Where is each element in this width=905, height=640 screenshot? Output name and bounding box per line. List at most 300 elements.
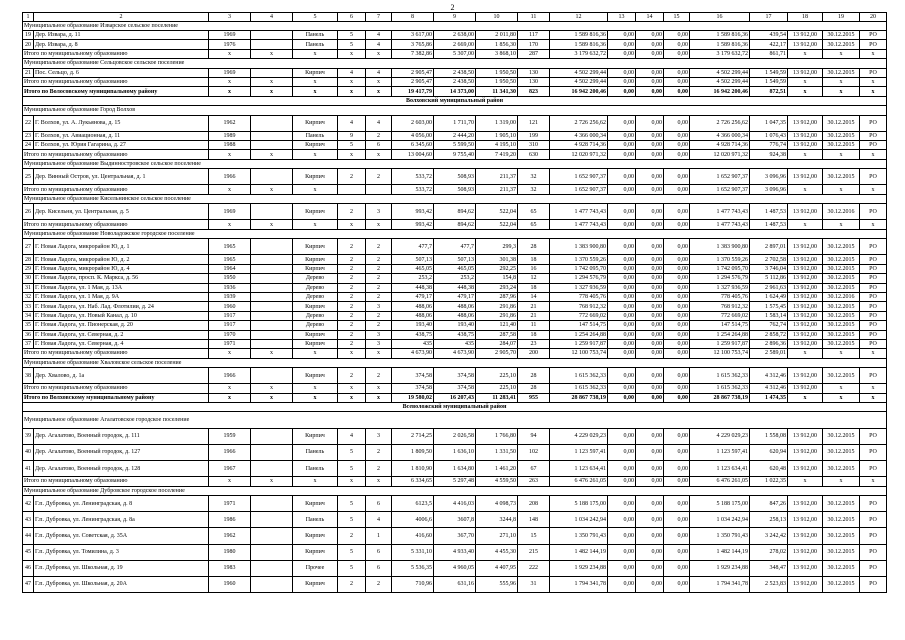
table-cell: Г. Новая Ладога, ул. Северная, д. 2 — [34, 330, 209, 339]
table-cell: 65 — [518, 220, 550, 229]
table-cell: 533,72 — [392, 169, 434, 185]
table-cell: 2 — [366, 460, 392, 476]
table-cell: Г.п. Дубровка, ул. Школьная, д. 20А — [34, 576, 209, 592]
table-cell: Кирпич — [293, 255, 338, 264]
table-cell: 13 912,00 — [788, 264, 823, 273]
table-row — [23, 264, 887, 273]
table-cell: 2 669,00 — [434, 40, 476, 49]
table-cell: 3 — [366, 428, 392, 444]
table-cell: 0,00 — [636, 339, 664, 348]
table-cell: 1 477 743,43 — [550, 220, 608, 229]
table-cell: 2 — [338, 321, 366, 330]
table-cell: 28 867 738,19 — [690, 393, 750, 402]
table-cell: 65 — [518, 204, 550, 220]
table-cell: х — [338, 349, 366, 358]
table-cell: 488,06 — [392, 302, 434, 311]
table-cell: 14 373,00 — [434, 87, 476, 96]
table-cell: 13 912,00 — [788, 68, 823, 77]
table-cell: 0,00 — [636, 239, 664, 255]
table-cell: 0,00 — [608, 330, 636, 339]
table-cell: 5 188 175,00 — [550, 495, 608, 511]
table-cell: 225,10 — [476, 384, 518, 393]
table-cell: 1 259 917,87 — [690, 339, 750, 348]
table-cell: 0,00 — [608, 292, 636, 301]
table-cell: 522,04 — [476, 220, 518, 229]
table-cell: 3 242,42 — [750, 528, 788, 544]
table-cell: 0,00 — [664, 255, 690, 264]
table-cell: 0,00 — [636, 368, 664, 384]
table-cell: Кирпич — [293, 428, 338, 444]
table-row — [23, 255, 887, 264]
table-cell: РО — [860, 255, 887, 264]
table-cell: х — [338, 220, 366, 229]
section-header-row — [23, 358, 887, 367]
total-label: Итого по муниципальному образованию — [23, 150, 209, 159]
section-header-row — [23, 194, 887, 203]
table-cell: РО — [860, 528, 887, 544]
municipal-total-row — [23, 477, 887, 486]
column-number: 4 — [251, 13, 293, 22]
table-cell: 3 — [366, 339, 392, 348]
table-row — [23, 283, 887, 292]
table-cell: Панель — [293, 40, 338, 49]
table-cell: 778 405,76 — [690, 292, 750, 301]
table-cell: 4 — [338, 115, 366, 131]
table-cell: 507,13 — [392, 255, 434, 264]
table-cell: 293,24 — [476, 283, 518, 292]
table-cell: 2 438,50 — [434, 77, 476, 86]
table-cell: х — [823, 477, 860, 486]
table-row — [23, 321, 887, 330]
table-cell: Кирпич — [293, 544, 338, 560]
table-cell: 30.12.2015 — [823, 169, 860, 185]
total-label: Итого по муниципальному образованию — [23, 185, 209, 194]
total-label: Итого по Волховскому муниципальному району — [23, 393, 209, 402]
table-cell: х — [366, 220, 392, 229]
table-cell: 1964 — [209, 264, 251, 273]
table-cell — [251, 428, 293, 444]
table-row — [23, 68, 887, 77]
table-cell: х — [209, 477, 251, 486]
table-cell: 13 912,00 — [788, 384, 823, 393]
table-cell: 12 — [518, 274, 550, 283]
column-number: 19 — [823, 13, 860, 22]
table-cell: РО — [860, 321, 887, 330]
table-row — [23, 131, 887, 140]
table-cell — [251, 460, 293, 476]
table-cell: 0,00 — [636, 576, 664, 592]
table-body — [23, 13, 887, 593]
table-cell: 4 — [366, 68, 392, 77]
table-cell: 30.12.2015 — [823, 131, 860, 140]
table-cell: 1 294 576,79 — [550, 274, 608, 283]
table-cell: 263 — [518, 477, 550, 486]
table-cell: 1 742 095,70 — [550, 264, 608, 273]
table-cell: 1 487,53 — [750, 220, 788, 229]
municipal-total-row — [23, 49, 887, 58]
table-cell: 1971 — [209, 495, 251, 511]
table-cell: 33 — [23, 302, 34, 311]
table-cell: 422,17 — [750, 40, 788, 49]
table-cell: 438,75 — [392, 330, 434, 339]
table-cell: 465,05 — [434, 264, 476, 273]
table-cell: 1965 — [209, 239, 251, 255]
total-label: Итого по муниципальному образованию — [23, 77, 209, 86]
table-cell: 0,00 — [608, 368, 636, 384]
table-cell: 2 — [338, 311, 366, 320]
table-cell: 1 259 917,87 — [550, 339, 608, 348]
table-cell — [251, 444, 293, 460]
table-cell: 30.12.2015 — [823, 528, 860, 544]
table-cell: 30.12.2015 — [823, 239, 860, 255]
column-number: 20 — [860, 13, 887, 22]
table-cell: Кирпич — [293, 339, 338, 348]
table-cell: Прочее — [293, 560, 338, 576]
table-cell: 6 — [366, 141, 392, 150]
column-number: 13 — [608, 13, 636, 22]
table-cell: 6 334,65 — [392, 477, 434, 486]
table-cell: 0,00 — [608, 141, 636, 150]
region-header-row — [23, 96, 887, 105]
table-cell: 30.12.2015 — [823, 512, 860, 528]
table-cell: 0,00 — [636, 349, 664, 358]
table-cell: РО — [860, 292, 887, 301]
table-cell: 13 912,00 — [788, 339, 823, 348]
table-cell: 508,93 — [434, 169, 476, 185]
column-number: 7 — [366, 13, 392, 22]
table-cell: 0,00 — [664, 512, 690, 528]
table-cell: 0,00 — [636, 428, 664, 444]
table-cell: 762,74 — [750, 321, 788, 330]
table-cell: 1959 — [209, 428, 251, 444]
table-cell: 0,00 — [608, 30, 636, 39]
table-cell: Кирпич — [293, 576, 338, 592]
table-cell: 2 702,58 — [750, 255, 788, 264]
table-cell: 0,00 — [608, 150, 636, 159]
table-cell: РО — [860, 576, 887, 592]
table-cell: РО — [860, 495, 887, 511]
table-cell: 1 477 743,43 — [690, 204, 750, 220]
table-cell: 1 652 907,37 — [550, 169, 608, 185]
table-cell: 1989 — [209, 131, 251, 140]
table-cell: Панель — [293, 444, 338, 460]
table-cell: 0,00 — [664, 115, 690, 131]
table-cell: Г.п. Дубровка, ул. Ленинградская, д. 8а — [34, 512, 209, 528]
table-cell: 30.12.2015 — [823, 311, 860, 320]
table-cell: Кирпич — [293, 302, 338, 311]
table-cell: 0,00 — [636, 131, 664, 140]
table-row — [23, 302, 887, 311]
table-cell: 1 950,50 — [476, 77, 518, 86]
table-cell: 287,58 — [476, 330, 518, 339]
table-cell: 465,05 — [392, 264, 434, 273]
table-cell: 11 341,30 — [476, 87, 518, 96]
table-cell: Г. Новая Ладога, ул. Наб. Лад. Флотилии, д. 24 — [34, 302, 209, 311]
total-label: Итого по муниципальному образованию — [23, 220, 209, 229]
table-cell: 4 312,46 — [750, 384, 788, 393]
table-cell: 1 575,45 — [750, 302, 788, 311]
table-cell: х — [788, 87, 823, 96]
table-cell: 20 — [23, 40, 34, 49]
table-cell: РО — [860, 141, 887, 150]
table-cell: х — [366, 349, 392, 358]
table-cell: 13 912,00 — [788, 30, 823, 39]
section-header-row — [23, 21, 887, 30]
table-cell: х — [293, 477, 338, 486]
table-cell: х — [788, 49, 823, 58]
table-cell: Г. Новая Ладога, микрорайон Ю, д. 1 — [34, 239, 209, 255]
table-cell: 0,00 — [664, 292, 690, 301]
table-cell: 154,8 — [476, 274, 518, 283]
table-cell: 1 474,35 — [750, 393, 788, 402]
column-number: 15 — [664, 13, 690, 22]
table-cell: 13 912,00 — [788, 330, 823, 339]
table-cell: 2 589,01 — [750, 349, 788, 358]
table-cell: 30.12.2015 — [823, 302, 860, 311]
table-cell: 1 370 559,26 — [690, 255, 750, 264]
table-cell: Г. Новая Ладога, ул. 1 Мая, д. 13А — [34, 283, 209, 292]
table-cell: 2 — [338, 274, 366, 283]
table-cell: 6 — [366, 544, 392, 560]
table-cell: 170 — [518, 40, 550, 49]
table-cell: 0,00 — [608, 115, 636, 131]
table-cell: 0,00 — [608, 512, 636, 528]
table-cell: 0,00 — [636, 274, 664, 283]
section-title: Муниципальное образование Выдинностровское сельское поселение — [23, 159, 887, 168]
table-row — [23, 204, 887, 220]
table-cell: 4 098,73 — [476, 495, 518, 511]
page-number: 2 — [450, 3, 455, 12]
table-cell: 25 — [23, 169, 34, 185]
table-row — [23, 330, 887, 339]
table-row — [23, 528, 887, 544]
table-cell: 215 — [518, 544, 550, 560]
table-cell: Дерево — [293, 274, 338, 283]
table-cell: 1 615 362,33 — [690, 384, 750, 393]
table-cell: 13 912,00 — [788, 576, 823, 592]
table-cell: х — [338, 77, 366, 86]
table-cell: 30.12.2015 — [823, 68, 860, 77]
table-cell: 30.12.2015 — [823, 495, 860, 511]
table-cell: РО — [860, 560, 887, 576]
column-number: 14 — [636, 13, 664, 22]
table-cell: 1 929 234,88 — [690, 560, 750, 576]
table-cell: 5 307,00 — [434, 49, 476, 58]
table-cell: х — [293, 393, 338, 402]
table-row — [23, 512, 887, 528]
table-cell: 121,40 — [476, 321, 518, 330]
table-cell: 0,00 — [636, 169, 664, 185]
table-cell: 13 912,00 — [788, 141, 823, 150]
table-cell: х — [366, 393, 392, 402]
table-cell: х — [788, 185, 823, 194]
table-cell: 1 254 264,88 — [550, 330, 608, 339]
municipal-total-row — [23, 349, 887, 358]
table-cell: 374,58 — [434, 384, 476, 393]
table-cell: 4 928 714,36 — [690, 141, 750, 150]
table-cell: х — [251, 185, 293, 194]
table-cell: 1966 — [209, 444, 251, 460]
table-cell: х — [338, 87, 366, 96]
table-cell: 0,00 — [664, 444, 690, 460]
section-header-row — [23, 59, 887, 68]
table-cell — [251, 141, 293, 150]
table-cell: 1 034 242,94 — [690, 512, 750, 528]
table-cell: 508,93 — [434, 185, 476, 194]
table-cell: х — [823, 220, 860, 229]
table-cell: 6 345,60 — [392, 141, 434, 150]
table-cell: 19 580,02 — [392, 393, 434, 402]
table-cell: 1971 — [209, 339, 251, 348]
table-cell: 0,00 — [664, 560, 690, 576]
table-cell: 4 — [338, 68, 366, 77]
table-cell: 1967 — [209, 460, 251, 476]
table-cell: х — [366, 150, 392, 159]
table-cell: 16 207,43 — [434, 393, 476, 402]
table-cell: 1 482 144,19 — [690, 544, 750, 560]
table-cell: х — [788, 150, 823, 159]
table-cell: Кирпич — [293, 368, 338, 384]
table-cell: 1936 — [209, 283, 251, 292]
column-number: 3 — [209, 13, 251, 22]
table-cell: РО — [860, 444, 887, 460]
table-cell: х — [823, 349, 860, 358]
table-cell: 30.12.2015 — [823, 339, 860, 348]
table-cell: 0,00 — [608, 428, 636, 444]
table-cell: х — [366, 384, 392, 393]
table-cell: 30.12.2015 — [823, 321, 860, 330]
table-cell: 1 123 634,41 — [690, 460, 750, 476]
table-cell: 1 482 144,19 — [550, 544, 608, 560]
table-cell: РО — [860, 264, 887, 273]
table-cell: 3 — [366, 330, 392, 339]
table-cell — [251, 302, 293, 311]
table-cell: 121 — [518, 115, 550, 131]
table-cell: 847,26 — [750, 495, 788, 511]
table-cell: 0,00 — [608, 321, 636, 330]
table-cell: 94 — [518, 428, 550, 444]
table-cell — [251, 115, 293, 131]
table-cell: 1 809,50 — [392, 444, 434, 460]
table-cell: 0,00 — [636, 49, 664, 58]
table-cell: 2 — [366, 444, 392, 460]
table-cell: 522,04 — [476, 204, 518, 220]
table-cell: 30.12.2015 — [823, 255, 860, 264]
district-total-row — [23, 393, 887, 402]
table-cell: 4 — [366, 40, 392, 49]
table-cell: Дер. Агалатово, Военный городок, д. 111 — [34, 428, 209, 444]
table-cell: 2 523,83 — [750, 576, 788, 592]
table-cell: 4 — [366, 115, 392, 131]
table-cell: х — [338, 150, 366, 159]
table-cell: 2 — [366, 292, 392, 301]
table-cell: 0,00 — [664, 239, 690, 255]
table-cell: Кирпич — [293, 239, 338, 255]
table-cell: 1 461,20 — [476, 460, 518, 476]
table-cell: 0,00 — [664, 477, 690, 486]
table-cell: 2 858,72 — [750, 330, 788, 339]
region-title: Волховский муниципальный район — [23, 96, 887, 105]
table-cell: 5 — [338, 495, 366, 511]
table-cell: Г. Новая Ладога, микрорайон Ю, д. 4 — [34, 264, 209, 273]
table-cell: 0,00 — [608, 560, 636, 576]
table-cell: Дер. Агалатово, Военный городок, д. 128 — [34, 460, 209, 476]
table-cell: 620,48 — [750, 460, 788, 476]
table-cell: 0,00 — [664, 264, 690, 273]
table-cell: х — [209, 87, 251, 96]
table-cell: 30.12.2015 — [823, 576, 860, 592]
table-cell: 2 — [338, 292, 366, 301]
table-cell: 42 — [23, 495, 34, 511]
table-cell: х — [251, 220, 293, 229]
table-cell: 147 514,75 — [690, 321, 750, 330]
table-cell: Дер. Извара, д. 11 — [34, 30, 209, 39]
table-cell: 5 297,48 — [434, 477, 476, 486]
table-cell: 768 912,32 — [550, 302, 608, 311]
table-cell: 117 — [518, 30, 550, 39]
table-cell: 0,00 — [664, 30, 690, 39]
table-cell: 439,54 — [750, 30, 788, 39]
table-cell: 18 — [518, 283, 550, 292]
table-cell: 3 746,04 — [750, 264, 788, 273]
table-cell: 0,00 — [636, 283, 664, 292]
table-cell: 0,00 — [664, 87, 690, 96]
table-row — [23, 169, 887, 185]
table-cell: 30.12.2015 — [823, 460, 860, 476]
total-label: Итого по муниципальному образованию — [23, 477, 209, 486]
table-cell: Кирпич — [293, 68, 338, 77]
table-cell: 1 615 362,33 — [550, 384, 608, 393]
table-cell: 1 254 264,88 — [690, 330, 750, 339]
table-cell: 2 — [338, 339, 366, 348]
table-cell: 533,72 — [392, 185, 434, 194]
table-cell: 30.12.2015 — [823, 115, 860, 131]
table-cell: 348,47 — [750, 560, 788, 576]
table-cell: Дерево — [293, 292, 338, 301]
table-cell — [338, 185, 366, 194]
table-cell — [251, 204, 293, 220]
table-cell: 507,13 — [434, 255, 476, 264]
section-title: Муниципальное образование Город Волхов — [23, 106, 887, 115]
table-cell: 1 558,08 — [750, 428, 788, 444]
table-cell: 11 — [518, 321, 550, 330]
table-cell: Дерево — [293, 311, 338, 320]
table-row — [23, 115, 887, 131]
table-cell: 1 589 816,36 — [550, 40, 608, 49]
table-cell — [251, 239, 293, 255]
table-cell: 1917 — [209, 311, 251, 320]
table-cell: 13 912,00 — [788, 169, 823, 185]
table-cell: 1 327 936,59 — [550, 283, 608, 292]
table-cell: 1 624,49 — [750, 292, 788, 301]
table-cell: 1 794 341,78 — [690, 576, 750, 592]
table-cell: х — [338, 384, 366, 393]
table-cell: 2 896,36 — [750, 339, 788, 348]
table-cell: 199 — [518, 131, 550, 140]
table-cell: 4 366 000,34 — [690, 131, 750, 140]
table-cell: 32 — [23, 292, 34, 301]
table-cell: 555,96 — [476, 576, 518, 592]
table-cell: х — [251, 77, 293, 86]
section-header-row — [23, 159, 887, 168]
table-cell: 291,86 — [476, 311, 518, 320]
table-cell: Панель — [293, 30, 338, 39]
table-cell — [251, 292, 293, 301]
table-cell: х — [823, 77, 860, 86]
table-cell: РО — [860, 460, 887, 476]
table-cell: 1 810,90 — [392, 460, 434, 476]
table-cell: 0,00 — [636, 460, 664, 476]
